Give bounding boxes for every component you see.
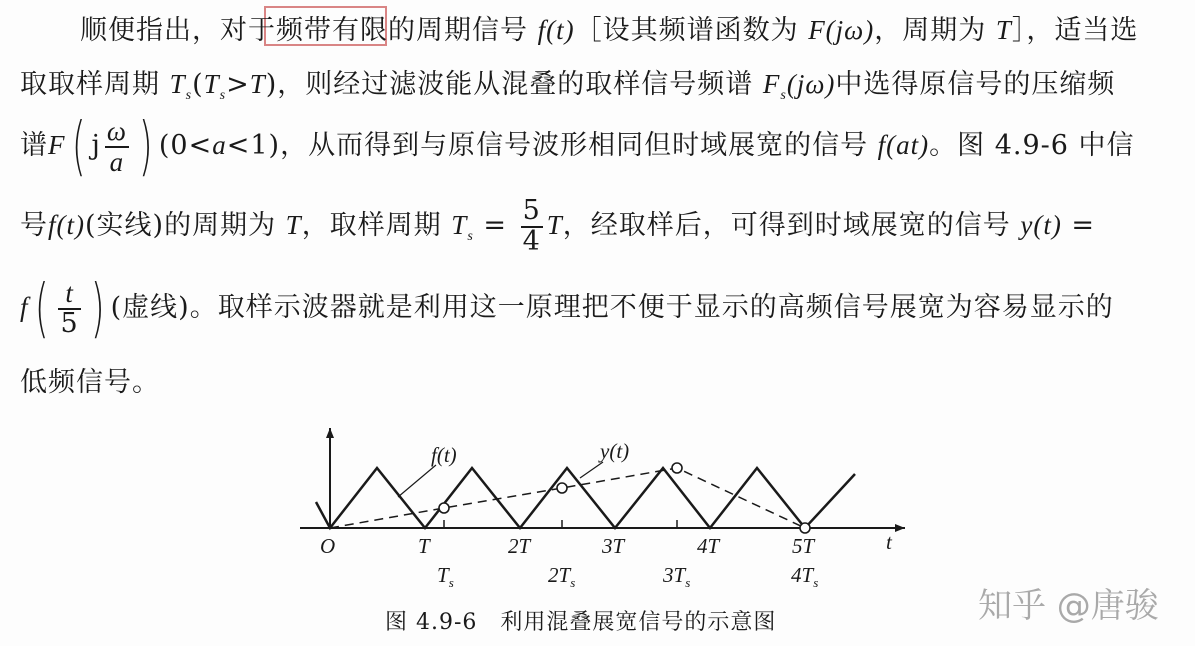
label-ft: f(t) <box>431 443 457 467</box>
signal-f-solid <box>316 468 855 528</box>
paragraph-line-1: 顺便指出，对于频带有限的周期信号 f(t)［设其频谱函数为 F(jω)，周期为 T］，适当选 <box>80 15 1139 46</box>
sample-point <box>439 503 449 513</box>
tick-T-5: 5T <box>792 534 815 558</box>
tick-T-3: 3T <box>602 534 625 558</box>
label-origin: O <box>320 534 336 558</box>
figure-caption: 图 4.9-6 利用混叠展宽信号的示意图 <box>385 610 777 635</box>
paragraph-line-6: 低频信号。 <box>20 367 160 398</box>
sample-point <box>557 483 567 493</box>
paragraph-line-3: 谱F( j $\frac{\omega}{a}$ ) (0<a<1)，从而得到与原信号波形相同但时域展宽的信号 f(at)。图 4.9-6 中信 <box>20 109 1135 184</box>
watermark: 知乎 @唐骏 <box>978 586 1159 626</box>
tick-Ts-3: $3T_s$ <box>663 563 691 590</box>
paragraph-line-5: f( $\frac{t}{5}$ ) (虚线)。取样示波器就是利用这一原理把不便于显示的高频信号展宽为容易显示的 <box>20 271 1114 346</box>
tick-T-1: T <box>418 534 430 558</box>
highlighted-text: 频带有限 <box>276 15 388 46</box>
sample-point <box>672 463 682 473</box>
paragraph-line-2: 取取样周期 $T_s(T_s>T)$，则经过滤波能从混叠的取样信号频谱 $F_s(j\omega)$中选得原信号的压缩频 <box>20 69 1116 103</box>
tick-Ts-2: $2T_s$ <box>548 563 576 590</box>
label-yt: y(t) <box>600 439 630 463</box>
label-axis-t: t <box>886 530 892 554</box>
sample-point <box>800 523 810 533</box>
paragraph-line-4: 号f(t)(实线)的周期为 T，取样周期 $T_s$ = $\frac{5}{4}$ T，经取样后，可得到时域展宽的信号 y(t) = <box>20 195 1096 257</box>
tick-Ts-4: $4T_s$ <box>791 563 819 590</box>
tick-T-2: 2T <box>508 534 531 558</box>
tick-T-4: 4T <box>697 534 720 558</box>
tick-Ts-1: $T_s$ <box>437 563 454 590</box>
